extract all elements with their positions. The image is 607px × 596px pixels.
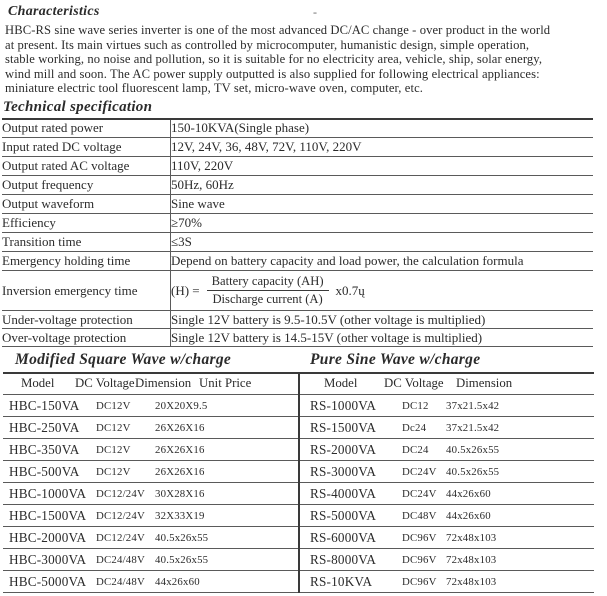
model-cell: HBC-3000VA [9, 552, 87, 567]
dimension-cell: 20X20X9.5 [155, 400, 208, 412]
spec-value: Depend on battery capacity and load power, the calculation formula [171, 253, 524, 268]
spec-value: 50Hz, 60Hz [171, 177, 234, 192]
header-dc-voltage: DC Voltage [384, 376, 444, 390]
dc-voltage-cell: DC96V [402, 576, 437, 588]
spec-row [2, 119, 593, 138]
datasheet-page [0, 4, 607, 596]
modified-square-wave-title: Modified Square Wave w/charge [15, 351, 232, 368]
spec-value: ≤3S [171, 234, 192, 249]
model-cell: RS-5000VA [310, 508, 377, 523]
model-cell: HBC-2000VA [9, 530, 87, 545]
dimension-cell: 32X33X19 [155, 510, 205, 522]
dimension-cell: 44x26x60 [446, 488, 491, 500]
header-dimension: Dimension [456, 376, 513, 390]
dc-voltage-cell: DC24/48V [96, 576, 145, 588]
scan-artifact-dash: - [313, 5, 317, 19]
model-cell: RS-4000VA [310, 486, 377, 501]
dimension-cell: 44x26x60 [155, 576, 200, 588]
spec-label: Output frequency [2, 176, 171, 195]
formula [171, 274, 593, 307]
model-cell: RS-1500VA [310, 420, 377, 435]
spec-row [2, 252, 593, 271]
model-cell: HBC-1000VA [9, 486, 87, 501]
model-cell: HBC-350VA [9, 442, 80, 457]
dimension-cell: 40.5x26x55 [155, 532, 209, 544]
characteristics-title: Characteristics [8, 4, 100, 19]
dc-voltage-cell: DC24V [402, 466, 437, 478]
table-row [3, 417, 298, 439]
spec-row [2, 176, 593, 195]
pure-sine-wave-title: Pure Sine Wave w/charge [310, 351, 481, 368]
model-cell: RS-1000VA [310, 398, 377, 413]
dimension-cell: 40.5x26x55 [155, 554, 209, 566]
table-row [300, 505, 594, 527]
table-row [300, 571, 594, 593]
dc-voltage-cell: DC24 [402, 444, 429, 456]
paragraph-line: wind mill and soon. The AC power supply outputted is also supplied for following electrical appliances: [5, 66, 540, 81]
spec-row [2, 311, 593, 329]
spec-row [2, 138, 593, 157]
table-row [3, 395, 298, 417]
spec-label: Output rated power [2, 119, 171, 138]
dimension-cell: 40.5x26x55 [446, 444, 500, 456]
spec-label: Inversion emergency time [2, 271, 171, 311]
pure-sine-wave-table [300, 372, 594, 593]
spec-value: 110V, 220V [171, 158, 234, 173]
spec-value-formula [171, 271, 594, 311]
model-cell: RS-8000VA [310, 552, 377, 567]
table-row [300, 527, 594, 549]
model-cell: RS-2000VA [310, 442, 377, 457]
dc-voltage-cell: DC24/48V [96, 554, 145, 566]
dc-voltage-cell: DC96V [402, 554, 437, 566]
table-row [300, 483, 594, 505]
table-row [3, 461, 298, 483]
dc-voltage-cell: DC12/24V [96, 510, 145, 522]
table-body [3, 395, 298, 593]
spec-label: Over-voltage protection [2, 329, 171, 347]
table-row [3, 439, 298, 461]
table-row [300, 417, 594, 439]
model-cell: HBC-5000VA [9, 574, 87, 589]
spec-label: Under-voltage protection [2, 311, 171, 329]
spec-row [2, 214, 593, 233]
tech-spec-rows [2, 119, 593, 271]
tech-spec-title: Technical specification [3, 98, 153, 115]
header-dimension: Dimension [135, 376, 192, 390]
spec-label: Input rated DC voltage [2, 138, 171, 157]
dc-voltage-cell: DC12 [402, 400, 429, 412]
dimension-cell: 30X28X16 [155, 488, 205, 500]
formula-denominator: Discharge current (A) [212, 292, 323, 306]
formula-suffix: x0.7ų [335, 282, 365, 298]
dc-voltage-cell: DC12/24V [96, 488, 145, 500]
dimension-cell: 44x26x60 [446, 510, 491, 522]
table-row [300, 439, 594, 461]
table-header-row [300, 372, 594, 395]
dc-voltage-cell: DC96V [402, 532, 437, 544]
dc-voltage-cell: DC12V [96, 444, 131, 456]
tech-spec-rows-after [2, 311, 593, 347]
dimension-cell: 26X26X16 [155, 444, 205, 456]
model-cell: HBC-150VA [9, 398, 80, 413]
dimension-cell: 40.5x26x55 [446, 466, 500, 478]
tech-spec-formula-row [2, 271, 593, 311]
product-tables [0, 372, 607, 593]
tech-spec-table [2, 118, 593, 348]
dc-voltage-cell: DC12V [96, 422, 131, 434]
dc-voltage-cell: DC48V [402, 510, 437, 522]
spec-label: Output rated AC voltage [2, 157, 171, 176]
spec-value: Single 12V battery is 9.5-10.5V (other voltage is multiplied) [171, 311, 486, 327]
table-row [3, 483, 298, 505]
model-cell: HBC-500VA [9, 464, 80, 479]
table-row [3, 571, 298, 593]
dc-voltage-cell: DC12V [96, 466, 131, 478]
header-model: Model [21, 376, 55, 390]
model-cell: RS-6000VA [310, 530, 377, 545]
model-cell: RS-10KVA [310, 574, 373, 589]
paragraph-line: HBC-RS sine wave series inverter is one of the most advanced DC/AC change - over product in the world [5, 23, 551, 37]
spec-value: 150-10KVA(Single phase) [171, 120, 310, 136]
dimension-cell: 72x48x103 [446, 576, 497, 588]
dimension-cell: 37x21.5x42 [446, 422, 500, 434]
paragraph-line: stable working, no noise and pollution, so it is suitable for no electricity area, vehicle, ship, solar energy, [5, 52, 543, 66]
model-cell: HBC-250VA [9, 420, 80, 435]
dc-voltage-cell: DC24V [402, 488, 437, 500]
spec-value: Sine wave [171, 196, 225, 211]
spec-row [2, 329, 593, 347]
dc-voltage-cell: DC12V [96, 400, 131, 412]
formula-lhs: (H) = [171, 282, 200, 298]
table-body [300, 395, 594, 593]
table-row [3, 505, 298, 527]
spec-value: ≥70% [171, 215, 202, 230]
paragraph-line: at present. Its main virtues such as controlled by microcomputer, humanistic design, simple operation, [5, 37, 530, 52]
spec-row [2, 195, 593, 214]
table-row [300, 461, 594, 483]
formula-fraction [207, 274, 329, 307]
table-row [3, 549, 298, 571]
spec-row-formula [2, 271, 593, 311]
header-unit-price: Unit Price [199, 376, 252, 390]
model-cell: RS-3000VA [310, 464, 377, 479]
dimension-cell: 26X26X16 [155, 422, 205, 434]
dimension-cell: 72x48x103 [446, 532, 497, 544]
dc-voltage-cell: Dc24 [402, 422, 427, 434]
dimension-cell: 37x21.5x42 [446, 400, 500, 412]
modified-square-wave-table [3, 372, 300, 593]
spec-row [2, 157, 593, 176]
model-cell: HBC-1500VA [9, 508, 87, 523]
characteristics-paragraph [5, 23, 607, 96]
spec-label: Transition time [2, 233, 171, 252]
spec-value: Single 12V battery is 14.5-15V (other voltage is multiplied) [171, 329, 483, 345]
product-table-titles [0, 350, 607, 370]
formula-numerator: Battery capacity (AH) [207, 274, 329, 291]
spec-label: Output waveform [2, 195, 171, 214]
table-row [3, 527, 298, 549]
spec-label: Efficiency [2, 214, 171, 233]
table-row [300, 395, 594, 417]
header-dc-voltage: DC Voltage [75, 376, 135, 390]
spec-row [2, 233, 593, 252]
spec-value: 12V, 24V, 36, 48V, 72V, 110V, 220V [171, 139, 362, 154]
header-model: Model [324, 376, 358, 390]
dc-voltage-cell: DC12/24V [96, 532, 145, 544]
dimension-cell: 26X26X16 [155, 466, 205, 478]
spec-label: Emergency holding time [2, 252, 171, 271]
dimension-cell: 72x48x103 [446, 554, 497, 566]
table-row [300, 549, 594, 571]
table-header-row [3, 372, 298, 395]
paragraph-line: miniature electric tool fluorescent lamp, TV set, micro-wave oven, computer, etc. [5, 81, 424, 95]
